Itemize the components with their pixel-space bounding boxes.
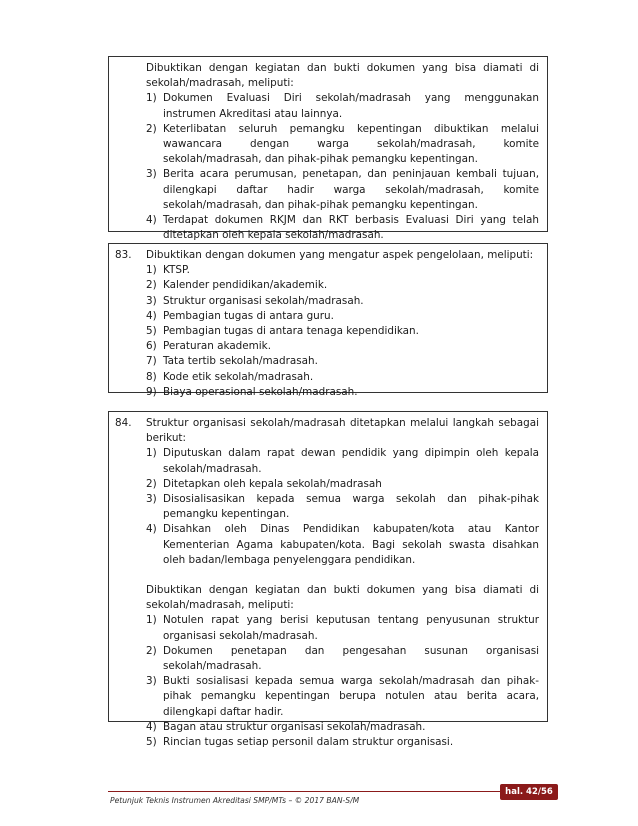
footer-divider <box>108 791 500 792</box>
list-item: 9) Biaya operasional sekolah/madrasah. <box>146 385 358 398</box>
steps-intro: Struktur organisasi sekolah/madrasah ditetapkan melalui langkah sebagai berikut: <box>146 417 539 445</box>
evidence-intro: Dibuktikan dengan kegiatan dan bukti dokumen yang bisa diamati di sekolah/madrasah, meliputi: <box>146 62 539 90</box>
list-item: 6) Peraturan akademik. <box>146 340 272 353</box>
item-number: 83. <box>115 249 132 261</box>
list-item: 2) Keterlibatan seluruh pemangku kepentingan dibuktikan melalui wawancara dengan warga sekolah/madrasah, komite sekolah/madrasah, dan pihak-pihak pemangku kepentingan. <box>146 122 539 166</box>
list-item: 4) Disahkan oleh Dinas Pendidikan kabupaten/kota atau Kantor Kementerian Agama kabupaten/kota. Bagi sekolah swasta disahkan oleh badan/lembaga penyelenggara pendidikan. <box>146 523 539 566</box>
list-item: 1) Diputuskan dalam rapat dewan pendidik yang dipimpin oleh kepala sekolah/madrasah. <box>146 447 539 475</box>
list-item: 2) Kalender pendidikan/akademik. <box>146 279 328 292</box>
list-item: 7) Tata tertib sekolah/madrasah. <box>146 355 318 368</box>
list-item: 3) Struktur organisasi sekolah/madrasah. <box>146 294 364 307</box>
page-number-badge: hal. 42/56 <box>500 784 558 800</box>
criteria-box-84 <box>108 411 548 749</box>
list-item: 1) Notulen rapat yang berisi keputusan tentang penyusunan struktur organisasi sekolah/madrasah. <box>146 614 539 642</box>
list-item: 1) KTSP. <box>146 264 190 277</box>
list-item: 4) Bagan atau struktur organisasi sekolah/madrasah. <box>146 720 426 733</box>
list-item: 8) Kode etik sekolah/madrasah. <box>146 370 314 383</box>
list-item: 5) Rincian tugas setiap personil dalam struktur organisasi. <box>146 736 454 749</box>
list-item: 3) Disosialisasikan kepada semua warga sekolah dan pihak-pihak pemangku kepentingan. <box>146 493 539 521</box>
footer-text: Petunjuk Teknis Instrumen Akreditasi SMP/MTs – © 2017 BAN-S/M <box>110 796 360 805</box>
list-item: 2) Dokumen penetapan dan pengesahan susunan organisasi sekolah/madrasah. <box>146 644 539 673</box>
list-item: 2) Ditetapkan oleh kepala sekolah/madrasah <box>146 477 382 490</box>
list-item: 1) Dokumen Evaluasi Diri sekolah/madrasah yang menggunakan instrumen Akreditasi atau lainnya. <box>146 92 539 120</box>
evidence-intro: Dibuktikan dengan kegiatan dan bukti dokumen yang bisa diamati di sekolah/madrasah, meliputi: <box>146 584 539 612</box>
list-item: 4) Pembagian tugas di antara guru. <box>146 309 334 322</box>
list-item: 4) Terdapat dokumen RKJM dan RKT berbasis Evaluasi Diri yang telah ditetapkan oleh kepala sekolah/madrasah. <box>146 214 539 242</box>
evidence-intro: Dibuktikan dengan dokumen yang mengatur aspek pengelolaan, meliputi: <box>146 249 534 261</box>
list-item: 3) Bukti sosialisasi kepada semua warga sekolah/madrasah dan pihak-pihak pemangku kepentingan berupa notulen atau berita acara, dilengkapi daftar hadir. <box>146 675 539 718</box>
list-item: 5) Pembagian tugas di antara tenaga kependidikan. <box>146 325 419 338</box>
criteria-box-83 <box>108 243 548 398</box>
criteria-box-continued <box>108 56 548 242</box>
item-number: 84. <box>115 417 132 429</box>
list-item: 3) Berita acara perumusan, penetapan, dan peninjauan kembali tujuan, dilengkapi daftar hadir warga sekolah/madrasah, komite sekolah/madrasah, dan pihak-pihak pemangku kepentingan. <box>146 168 539 211</box>
